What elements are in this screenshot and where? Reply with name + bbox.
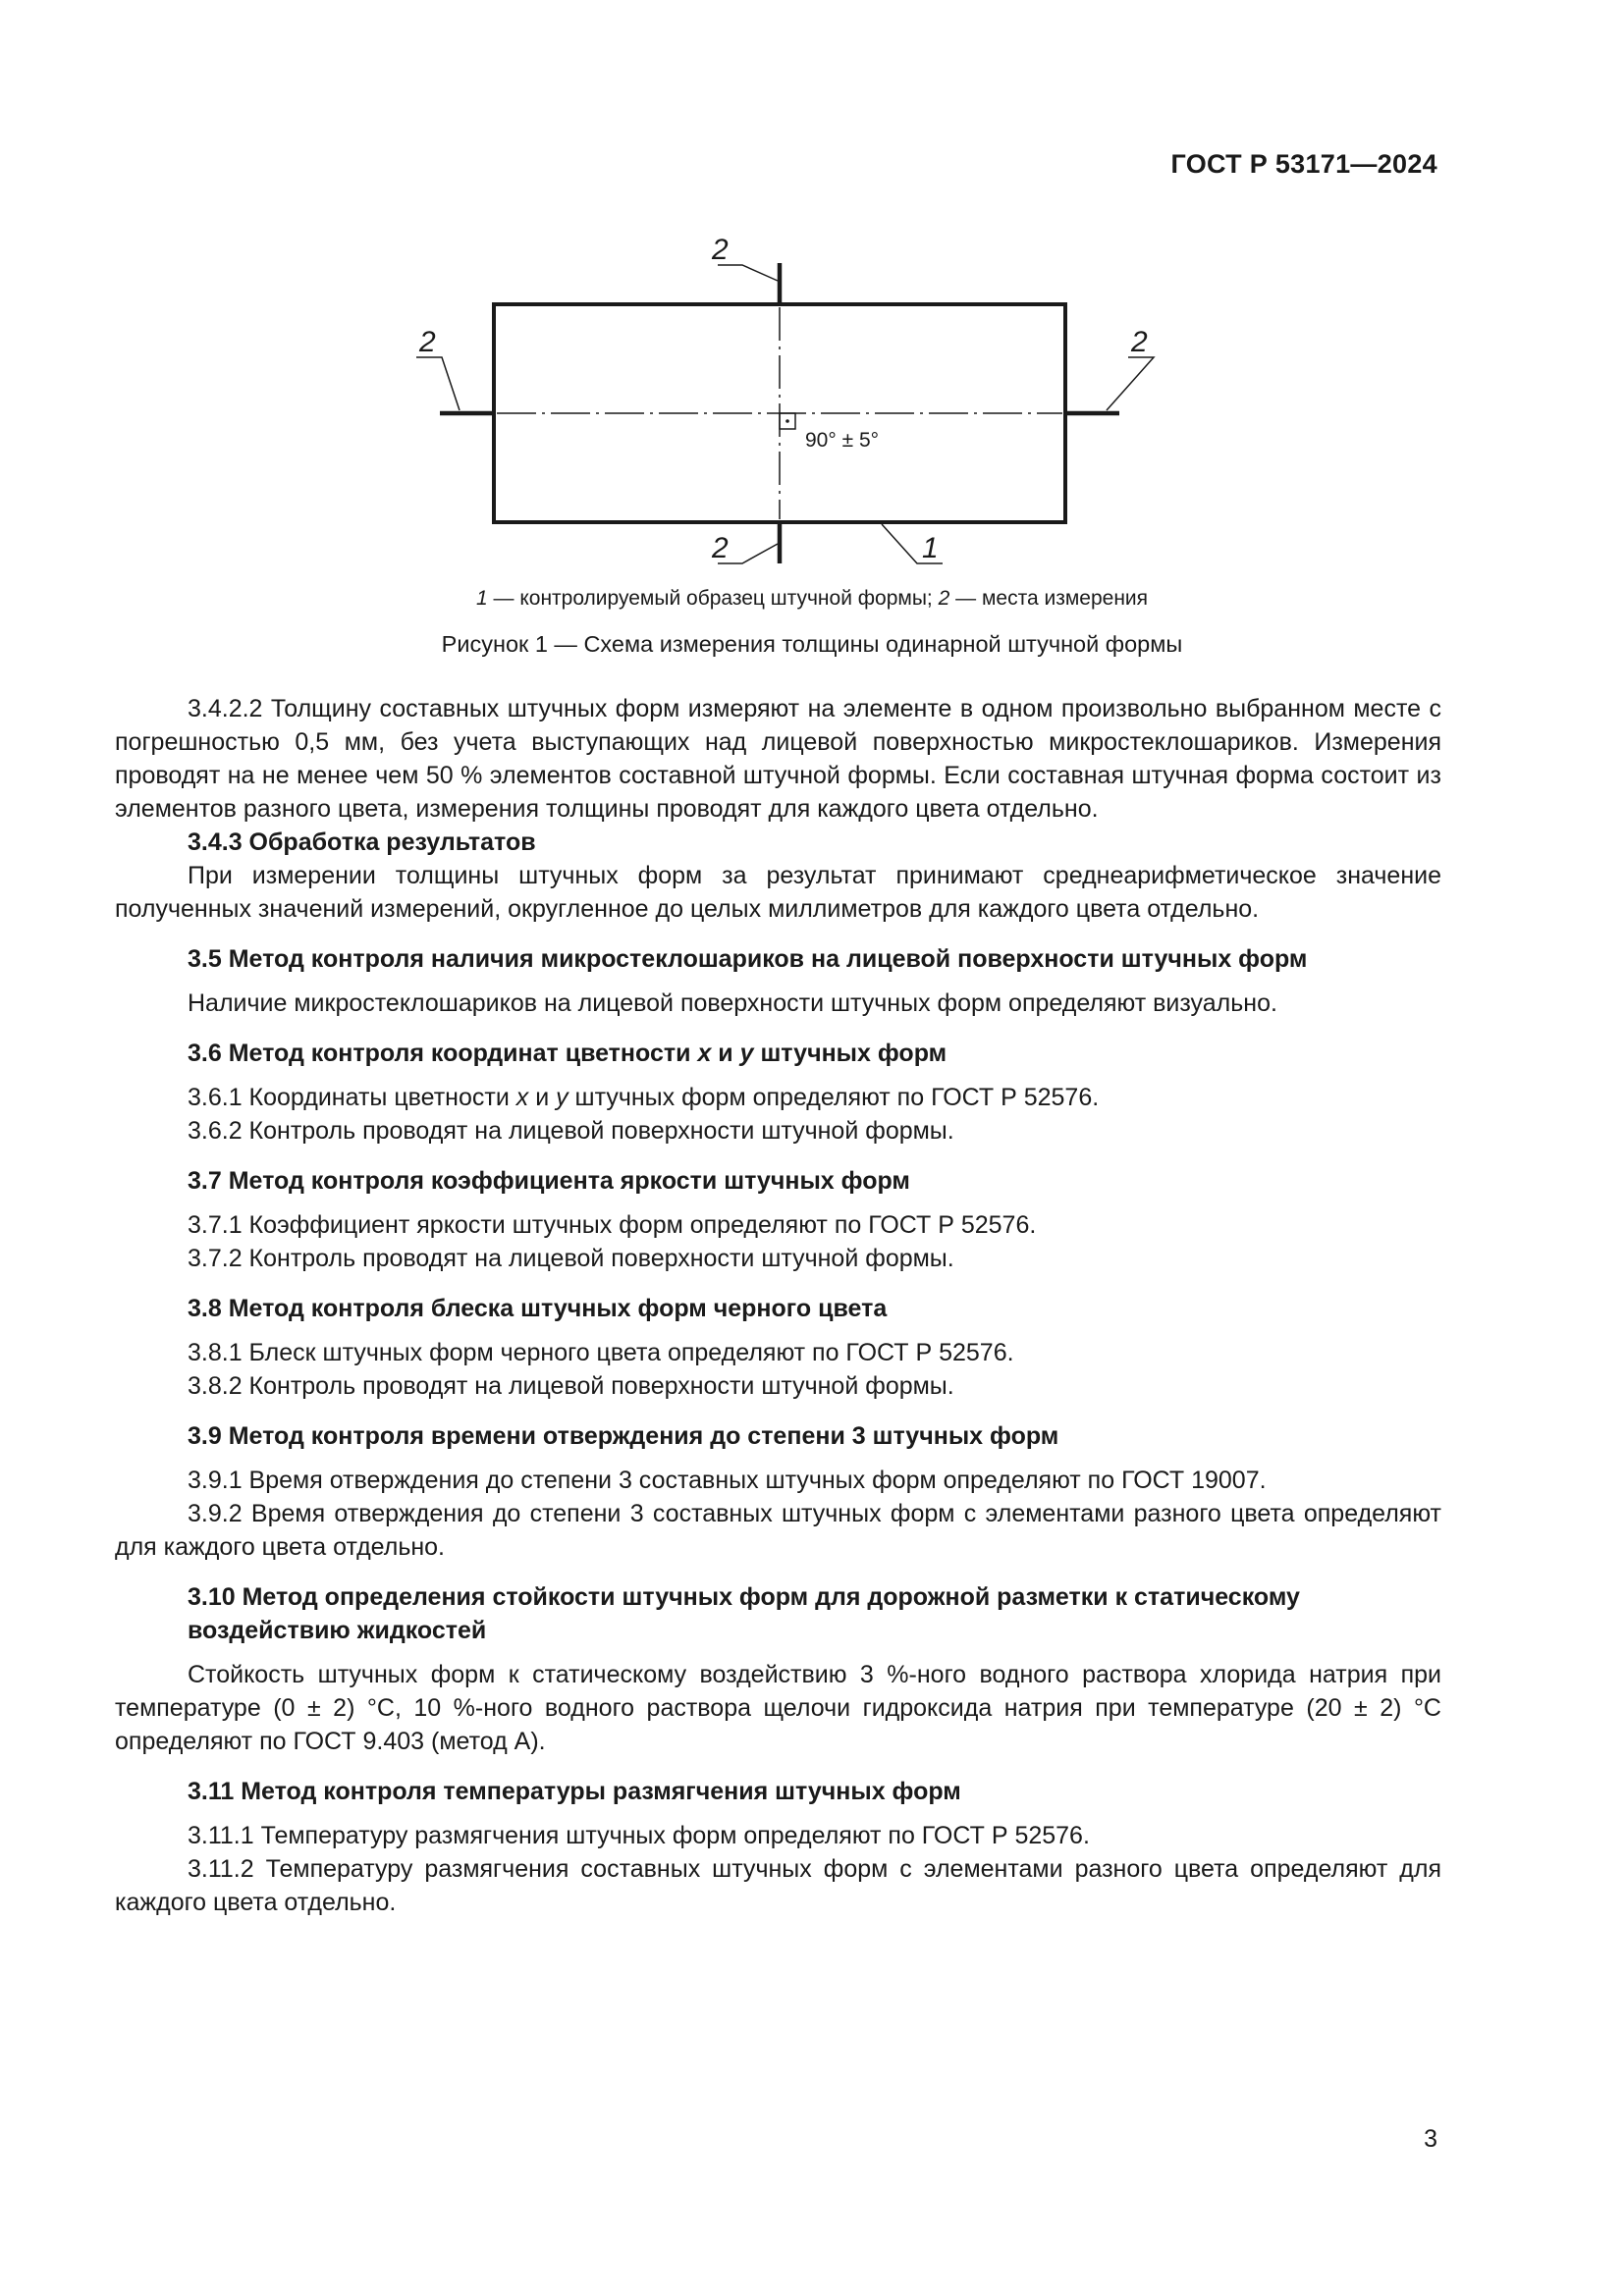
heading-3-7: 3.7 Метод контроля коэффициента яркости штучных форм [188,1167,910,1195]
heading-3-10: 3.10 Метод определения стойкости штучных форм для дорожной разметки к статическому воздействию жидкостей [188,1583,1300,1644]
leader-left [416,357,460,410]
callout-sample: 1 [922,532,939,564]
para-3-4-2-2: 3.4.2.2 Толщину составных штучных форм измеряют на элементе в одном произвольно выбранном месте с погрешностью 0,5 мм, без учета выступающих над лицевой поверхностью микростеклошариков. Измерения проводят на не менее чем 50 % элементов составной штучной формы. Если составная штучная форма состоит из элементов разного цвета, измерения толщины проводят для каждого цвета отдельно. [115,695,1441,823]
heading-3-9: 3.9 Метод контроля времени отверждения до степени 3 штучных форм [188,1422,1059,1450]
para-3-11-2: 3.11.2 Температуру размягчения составных штучных форм с элементами разного цвета определяют для каждого цвета отдельно. [115,1855,1441,1916]
callout-right: 2 [1131,326,1148,358]
heading-3-4-3: 3.4.3 Обработка результатов [188,828,536,856]
figure-caption: Рисунок 1 — Схема измерения толщины одинарной штучной формы [441,631,1183,657]
para-3-11-1: 3.11.1 Температуру размягчения штучных форм определяют по ГОСТ Р 52576. [188,1822,1090,1849]
para-3-7-2: 3.7.2 Контроль проводят на лицевой поверхности штучной формы. [188,1245,954,1272]
para-3-8-1: 3.8.1 Блеск штучных форм черного цвета определяют по ГОСТ Р 52576. [188,1339,1014,1366]
angle-label: 90° ± 5° [805,429,880,452]
para-3-6-1: 3.6.1 Координаты цветности x и y штучных форм определяют по ГОСТ Р 52576. [188,1084,1100,1111]
heading-3-5: 3.5 Метод контроля наличия микростеклошариков на лицевой поверхности штучных форм [188,945,1308,973]
para-3-10: Стойкость штучных форм к статическому воздействию 3 %-ного водного раствора хлорида натрия при температуре (0 ± 2) °С, 10 %-ного водного раствора щелочи гидроксида натрия при температуре (20 ± 2) °С определяют по ГОСТ 9.403 (метод А). [115,1661,1441,1755]
page-number: 3 [1424,2125,1437,2153]
callout-left: 2 [419,326,436,358]
para-3-5: Наличие микростеклошариков на лицевой поверхности штучных форм определяют визуально. [188,989,1277,1017]
leader-right [1107,357,1154,410]
heading-3-11: 3.11 Метод контроля температуры размягчения штучных форм [188,1778,961,1805]
document-body [115,692,1441,1919]
para-3-4-3: При измерении толщины штучных форм за результат принимают среднеарифметическое значение полученных значений измерений, округленное до целых миллиметров для каждого цвета отдельно. [115,862,1441,923]
para-3-8-2: 3.8.2 Контроль проводят на лицевой поверхности штучной формы. [188,1372,954,1400]
heading-3-6: 3.6 Метод контроля координат цветности x и y штучных форм [188,1040,947,1067]
heading-3-8: 3.8 Метод контроля блеска штучных форм черного цвета [188,1295,888,1322]
figure-legend: 1 — контролируемый образец штучной формы; 2 — места измерения [475,587,1149,610]
callout-bottom: 2 [712,532,729,564]
para-3-9-1: 3.9.1 Время отверждения до степени 3 составных штучных форм определяют по ГОСТ 19007. [188,1467,1267,1494]
para-3-6-2: 3.6.2 Контроль проводят на лицевой поверхности штучной формы. [188,1117,954,1145]
para-3-9-2: 3.9.2 Время отверждения до степени 3 составных штучных форм с элементами разного цвета определяют для каждого цвета отдельно. [115,1500,1441,1561]
document-header: ГОСТ Р 53171—2024 [1170,149,1437,179]
callout-top: 2 [712,234,729,266]
leader-top [718,265,778,281]
right-angle-dot [785,419,789,423]
figure-measurement-scheme [412,226,1159,579]
para-3-7-1: 3.7.1 Коэффициент яркости штучных форм определяют по ГОСТ Р 52576. [188,1211,1037,1239]
